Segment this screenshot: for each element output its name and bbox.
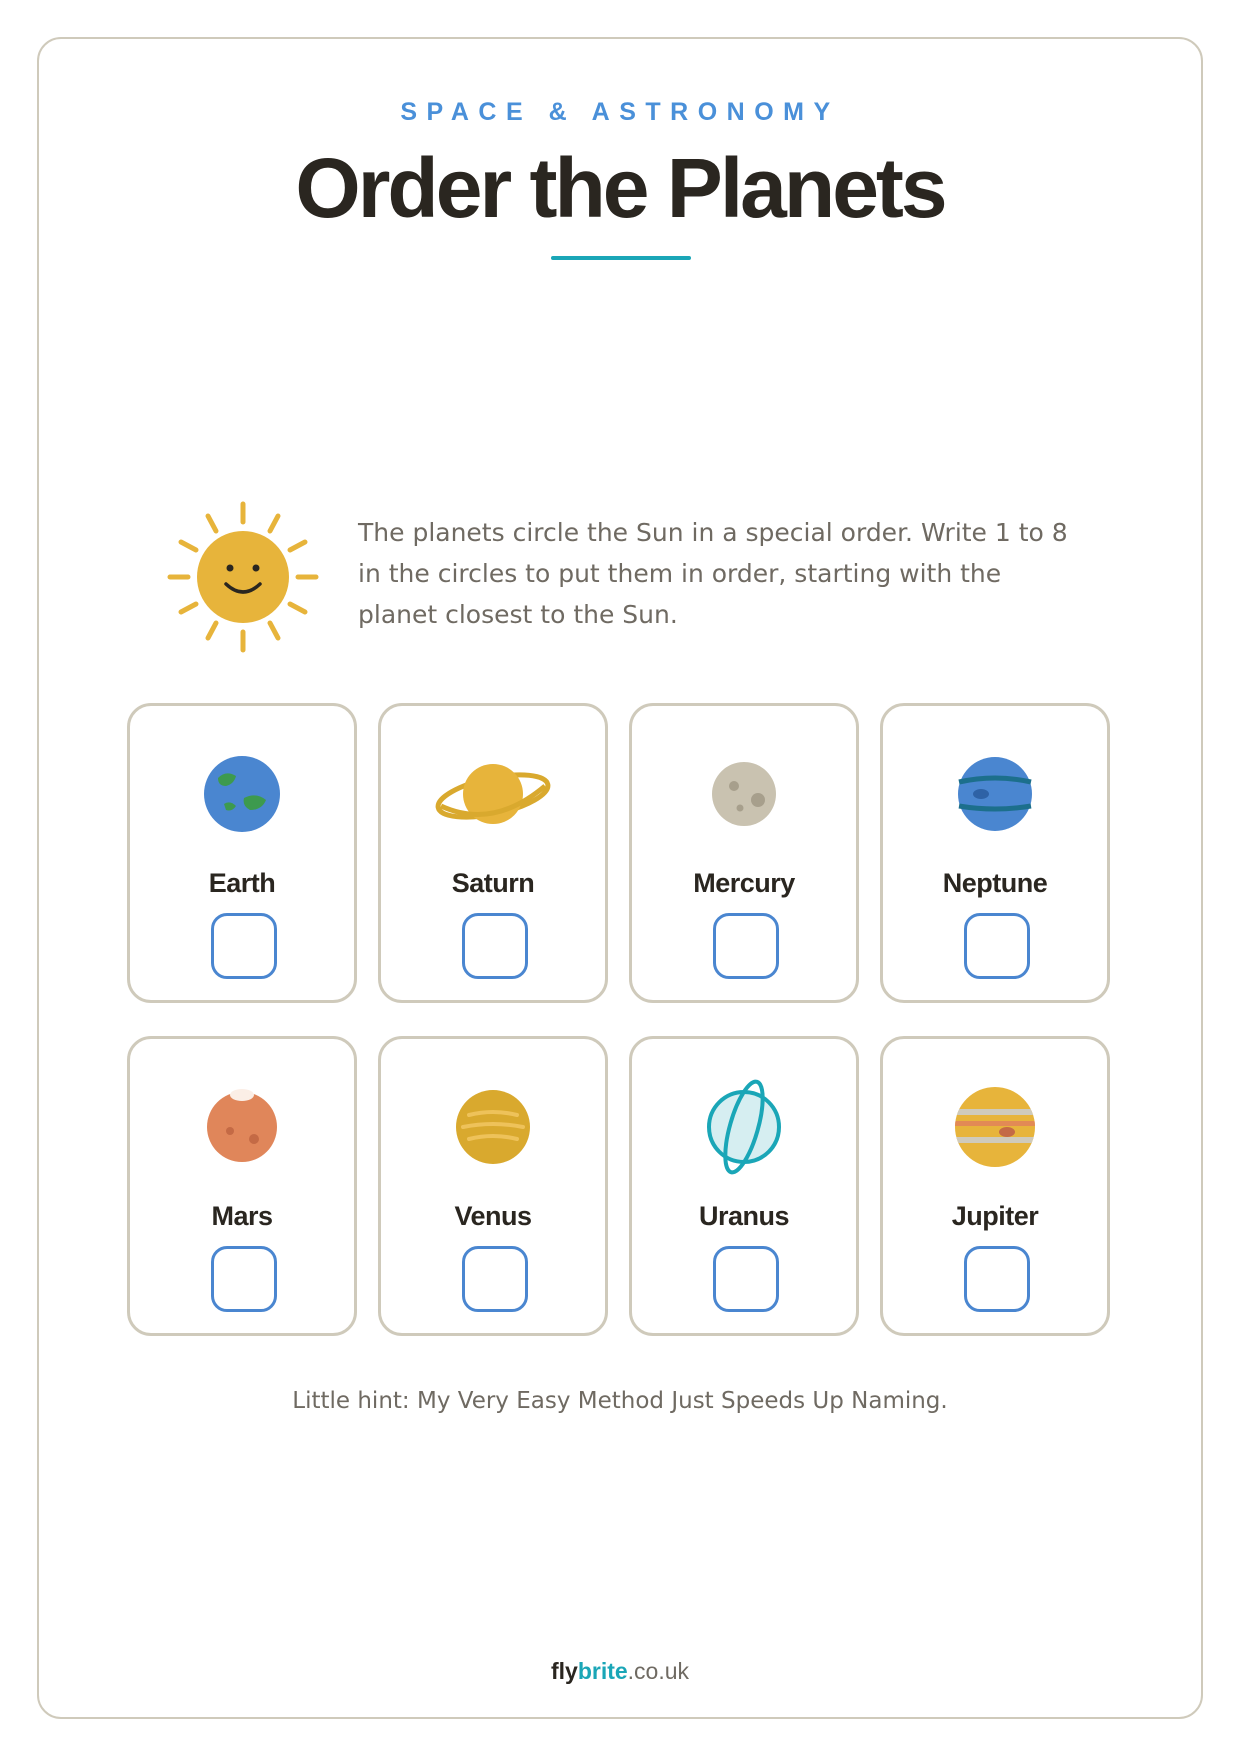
planet-name: Earth [208, 868, 276, 898]
venus-icon [433, 1077, 553, 1177]
answer-box-mercury[interactable] [713, 913, 779, 979]
planet-card-uranus [629, 1036, 859, 1336]
instructions-text: The planets circle the Sun in a special order. Write 1 to 8 in the circles to put them in order, starting with the planet closest to the Sun. [358, 518, 1068, 629]
answer-box-saturn[interactable] [462, 913, 528, 979]
planet-card-mercury [629, 703, 859, 1003]
jupiter-icon [935, 1077, 1055, 1177]
saturn-icon [433, 744, 553, 844]
planet-card-jupiter [880, 1036, 1110, 1336]
planet-card-saturn [378, 703, 608, 1003]
sun-icon [166, 500, 320, 654]
planet-card-venus [378, 1036, 608, 1336]
planet-name: Venus [454, 1201, 532, 1231]
planet-name: Mercury [693, 868, 795, 898]
mars-icon [182, 1077, 302, 1177]
brand-part-domain: .co.uk [627, 1658, 690, 1684]
answer-box-jupiter[interactable] [964, 1246, 1030, 1312]
answer-box-earth[interactable] [211, 913, 277, 979]
page-title: Order the Planets [295, 141, 945, 235]
answer-box-neptune[interactable] [964, 913, 1030, 979]
planet-name: Uranus [698, 1201, 790, 1231]
planet-card-neptune [880, 703, 1110, 1003]
category-eyebrow: SPACE & ASTRONOMY [400, 98, 840, 126]
planet-card-mars [127, 1036, 357, 1336]
mercury-icon [684, 744, 804, 844]
answer-box-uranus[interactable] [713, 1246, 779, 1312]
answer-box-venus[interactable] [462, 1246, 528, 1312]
neptune-icon [935, 744, 1055, 844]
planet-name: Jupiter [951, 1201, 1039, 1231]
brand-part-fly: fly [550, 1658, 578, 1684]
brand-part-brite: brite [577, 1658, 628, 1684]
planet-name: Saturn [451, 868, 535, 898]
planet-name: Neptune [942, 868, 1048, 898]
planet-name: Mars [211, 1201, 273, 1231]
hint-text: Little hint: My Very Easy Method Just Speeds Up Naming. [292, 1388, 948, 1414]
footer-brand [0, 1658, 1240, 1685]
planet-card-earth [127, 703, 357, 1003]
answer-box-mars[interactable] [211, 1246, 277, 1312]
earth-icon [182, 744, 302, 844]
uranus-icon [684, 1077, 804, 1177]
title-underline [551, 256, 691, 260]
